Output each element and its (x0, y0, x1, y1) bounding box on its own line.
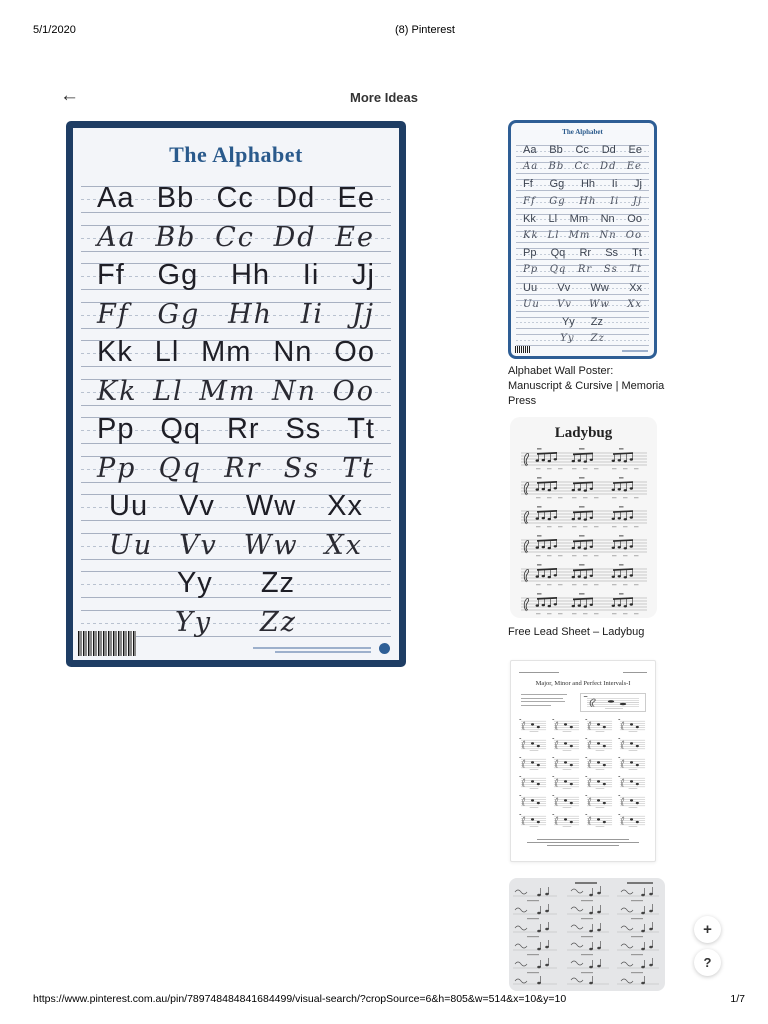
letter-pair: Oo (332, 375, 375, 407)
name-line (519, 672, 559, 673)
letter-row (81, 449, 391, 492)
mini-staff (552, 738, 581, 751)
letter-pair: Bb (155, 221, 197, 253)
mini-staff (585, 776, 614, 789)
letter-row (81, 256, 391, 299)
alphabet-row (81, 256, 391, 295)
letter-pair: Yy (174, 606, 213, 638)
alphabet-row (81, 564, 391, 603)
letter-pair: Xx (327, 490, 363, 522)
letter-pair: Pp (97, 452, 137, 484)
letter-pair: Cc (216, 182, 254, 214)
mini-alphabet-row: Ff Gg Hh Ii Jj (516, 176, 649, 193)
letter-pair: Qq (158, 452, 203, 484)
mini-staff (618, 776, 647, 789)
mini-alphabet-row: Pp Qq Rr Ss Tt (516, 262, 649, 279)
alphabet-row (81, 295, 391, 334)
barcode (515, 346, 531, 353)
question-mark-icon: ? (703, 955, 712, 970)
letter-pair: Jj (352, 259, 375, 291)
letter-pair: Tt (342, 452, 375, 484)
letter-row (81, 372, 391, 415)
mini-poster-title: The Alphabet (562, 128, 603, 136)
letter-pair: Ll (154, 336, 180, 368)
mini-staff (585, 719, 614, 732)
letter-pair: Ww (245, 490, 297, 522)
mini-staff (585, 814, 614, 827)
mini-staff (618, 814, 647, 827)
mini-staff (519, 776, 548, 789)
alphabet-row (81, 333, 391, 372)
worksheet-title: Major, Minor and Perfect Intervals-I (535, 680, 631, 687)
letter-pair: Qq (160, 413, 202, 445)
letter-pair: Uu (109, 529, 154, 561)
mini-alphabet-row: Aa Bb Cc Dd Ee (516, 159, 649, 176)
mini-staff (552, 719, 581, 732)
music-staff (519, 447, 649, 471)
alphabet-row (81, 218, 391, 257)
letter-row (81, 564, 391, 607)
letter-pair: Hh (228, 298, 273, 330)
back-arrow-icon[interactable]: ← (60, 85, 79, 106)
sheet-music-title: Ladybug (554, 425, 613, 441)
mini-alphabet-row: Ff Gg Hh Ii Jj (516, 194, 649, 211)
publisher-logo (379, 643, 390, 654)
letter-pair: Ff (97, 259, 125, 291)
alphabet-row (81, 179, 391, 218)
more-ideas-heading: More Ideas (350, 90, 418, 105)
letter-pair: Ii (300, 298, 325, 330)
copyright-fine-print (622, 350, 648, 352)
letter-pair: Nn (273, 336, 313, 368)
letter-pair: Xx (324, 529, 363, 561)
letter-pair: Gg (157, 259, 199, 291)
letter-pair: Ss (283, 452, 320, 484)
mini-alphabet-row: Kk Ll Mm Nn Oo (516, 211, 649, 228)
mini-staff (618, 719, 647, 732)
mini-staff (519, 757, 548, 770)
mini-staff (519, 795, 548, 808)
letter-pair: Oo (334, 336, 375, 368)
related-pin-intervals-worksheet[interactable] (510, 660, 656, 862)
music-staff (519, 534, 649, 558)
mini-staff (585, 795, 614, 808)
copyright-fine-print (249, 645, 371, 653)
ornaments-diagram (509, 878, 665, 991)
poster-title: The Alphabet (169, 142, 303, 167)
letter-pair: Jj (351, 298, 375, 330)
pin-caption-alphabet[interactable]: Alphabet Wall Poster: Manuscript & Cursive | Memoria Press (508, 365, 665, 407)
letter-row (81, 179, 391, 222)
mini-staff (618, 738, 647, 751)
letter-pair: Vv (179, 529, 218, 561)
alphabet-row (81, 487, 391, 526)
worksheet-footer-lines (511, 839, 655, 846)
letter-pair: Ww (243, 529, 299, 561)
letter-pair: Rr (224, 452, 262, 484)
letter-row (81, 295, 391, 338)
mini-alphabet-row: Kk Ll Mm Nn Oo (516, 228, 649, 245)
mini-poster-rows (516, 142, 649, 348)
letter-pair: Dd (276, 182, 316, 214)
letter-pair: Tt (347, 413, 375, 445)
mini-alphabet-row: Yy Zz (516, 331, 649, 348)
letter-pair: Uu (109, 490, 149, 522)
letter-pair: Ee (335, 221, 375, 253)
mini-staff (519, 814, 548, 827)
mini-staff (585, 757, 614, 770)
related-pin-alphabet-thumbnail[interactable] (508, 120, 657, 359)
mini-alphabet-row: Aa Bb Cc Dd Ee (516, 142, 649, 159)
instructions-lines (521, 692, 567, 706)
letter-pair: Mm (199, 375, 257, 407)
letter-pair: Kk (97, 336, 133, 368)
mini-alphabet-row: Uu Vv Ww Xx (516, 280, 649, 297)
mini-staff (585, 738, 614, 751)
print-header-title: (8) Pinterest (395, 24, 455, 36)
letter-pair: Yy (176, 567, 213, 599)
mini-staff (618, 795, 647, 808)
print-footer-url: https://www.pinterest.com.au/pin/789748484841684499/visual-search/?cropSource=6&h=805&w=514&x=10&y=10 (33, 993, 567, 1005)
letter-pair: Hh (230, 259, 271, 291)
letter-pair: Vv (179, 490, 215, 522)
related-pin-ornaments-chart[interactable] (509, 878, 665, 991)
letter-row (81, 526, 391, 569)
mini-staff (552, 814, 581, 827)
print-footer-page-number: 1/7 (730, 993, 745, 1005)
barcode (78, 631, 136, 656)
letter-pair: Aa (97, 221, 137, 253)
letter-pair: Rr (226, 413, 260, 445)
letter-pair: Zz (260, 567, 296, 599)
letter-pair: Zz (260, 606, 298, 638)
letter-pair: Pp (97, 413, 135, 445)
letter-pair: Ll (153, 375, 184, 407)
letter-pair: Kk (97, 375, 138, 407)
mini-staff (552, 757, 581, 770)
alphabet-row (81, 449, 391, 488)
music-staff (519, 505, 649, 529)
alphabet-row (81, 372, 391, 411)
mini-alphabet-row: Pp Qq Rr Ss Tt (516, 245, 649, 262)
mini-staff (618, 757, 647, 770)
alphabet-row (81, 526, 391, 565)
letter-row (81, 218, 391, 261)
mini-alphabet-row: Yy Zz (516, 314, 649, 331)
letter-pair: Dd (273, 221, 317, 253)
letter-pair: Cc (215, 221, 255, 253)
sheet-music-staves (510, 447, 657, 616)
letter-pair: Ee (337, 182, 375, 214)
intervals-grid (519, 719, 647, 827)
mini-staff (519, 738, 548, 751)
letter-pair: Bb (156, 182, 195, 214)
alphabet-row (81, 410, 391, 449)
letter-pair: Ss (285, 413, 322, 445)
letter-pair: Gg (157, 298, 201, 330)
example-staff (580, 693, 646, 712)
letter-pair: Ii (302, 259, 320, 291)
mini-staff (552, 795, 581, 808)
letter-pair: Mm (201, 336, 252, 368)
mini-staff (552, 776, 581, 789)
poster-rows (81, 179, 391, 641)
letter-pair: Ff (97, 298, 130, 330)
related-pin-ladybug-sheet[interactable] (510, 417, 657, 618)
music-staff (519, 476, 649, 500)
letter-row (81, 487, 391, 530)
mini-staff (519, 719, 548, 732)
print-header-date: 5/1/2020 (33, 24, 76, 36)
help-button[interactable] (694, 949, 721, 976)
letter-row (81, 333, 391, 376)
music-staff (519, 563, 649, 587)
letter-pair: Aa (97, 182, 135, 214)
zoom-in-button[interactable] (694, 916, 721, 943)
date-line (623, 672, 647, 673)
alphabet-poster-image[interactable] (66, 121, 406, 667)
pin-caption-ladybug[interactable]: Free Lead Sheet – Ladybug (508, 626, 645, 638)
mini-alphabet-row: Uu Vv Ww Xx (516, 297, 649, 314)
letter-row (81, 410, 391, 453)
letter-pair: Nn (272, 375, 318, 407)
music-staff (519, 592, 649, 616)
mini-staff (583, 696, 643, 709)
plus-icon: + (703, 921, 712, 938)
